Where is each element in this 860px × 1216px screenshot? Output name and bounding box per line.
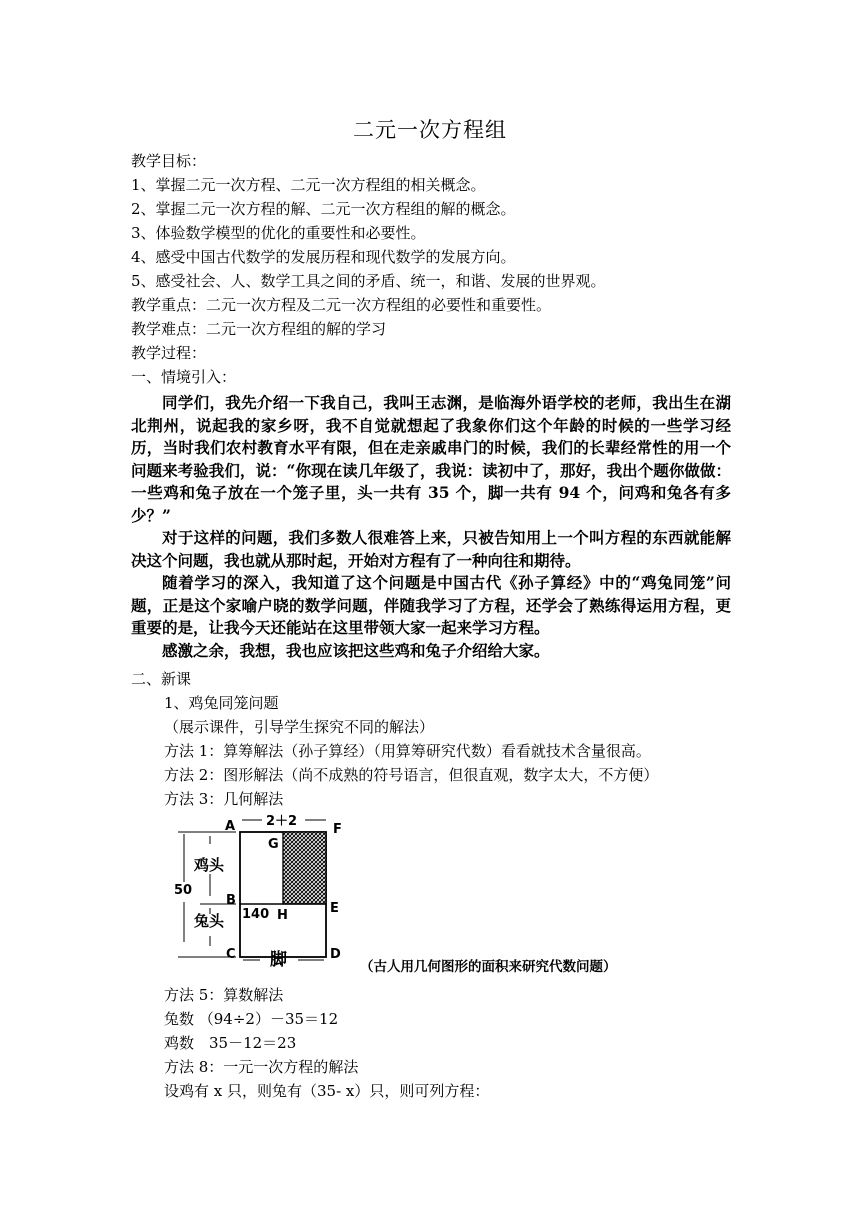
- bottom-feet-label: 脚: [270, 950, 287, 970]
- figure-caption: （古人用几何图形的面积来研究代数问题）: [360, 959, 617, 975]
- method-line: 方法 5：算数解法: [164, 986, 284, 1004]
- goal-item: 3、体验数学模型的优化的重要性和必要性。: [131, 224, 426, 242]
- goal-item: 2、掌握二元一次方程的解、二元一次方程组的解的概念。: [131, 200, 516, 218]
- point-c-label: C: [226, 947, 236, 962]
- page-title: 二元一次方程组: [353, 118, 507, 142]
- hatched-region: [283, 832, 326, 904]
- point-a-label: A: [225, 819, 236, 834]
- point-d-label: D: [330, 947, 341, 962]
- point-f-label: F: [333, 822, 342, 837]
- point-h-label: H: [277, 908, 288, 923]
- method-line: 方法 3：几何解法: [164, 790, 284, 808]
- intro-paragraph: 对于这样的问题，我们多数人很难答上来，只被告知用上一个叫方程的东西就能解决这个问题，我也就从那时起，开始对方程有了一种向往和期待。: [131, 528, 731, 570]
- goals-heading: 教学目标：: [131, 152, 207, 170]
- note-text: （展示课件，引导学生探究不同的解法）: [164, 718, 435, 736]
- method-line: 方法 2：图形解法（尚不成熟的符号语言，但很直观，数字太大，不方便）: [164, 766, 659, 784]
- calculation-line: 鸡数 35－12＝23: [164, 1034, 297, 1052]
- area-label: 140: [242, 907, 270, 922]
- intro-text: [131, 392, 731, 662]
- equation-setup: 设鸡有 x 只，则兔有（35- x）只，则可列方程：: [164, 1082, 490, 1100]
- key-point: 教学重点：二元一次方程及二元一次方程组的必要性和重要性。: [131, 296, 552, 314]
- left-value-label: 50: [174, 883, 193, 898]
- goal-item: 4、感受中国古代数学的发展历程和现代数学的发展方向。: [131, 248, 516, 266]
- rabbit-head-label: 兔头: [194, 912, 225, 930]
- calculation-line: 兔数 （94÷2）－35＝12: [164, 1010, 339, 1028]
- process-heading: 教学过程：: [131, 344, 207, 362]
- goal-item: 5、感受社会、人、数学工具之间的矛盾、统一，和谐、发展的世界观。: [131, 272, 606, 290]
- goal-item: 1、掌握二元一次方程、二元一次方程组的相关概念。: [131, 176, 486, 194]
- top-dimension-label: 2＋2: [266, 814, 298, 829]
- intro-paragraph: 同学们，我先介绍一下我自己，我叫王志渊，是临海外语学校的老师，我出生在湖北荆州，说起我的家乡呀，我不自觉就想起了我象你们这个年龄的时候的一些学习经历，当时我们农村教育水平有限，但在走亲戚串门的时候，我们的长辈经常性的用一个问题来考验我们，说：“你现在读几年级了，我说：读初中了，那好，我出个题你做做：一些鸡和兔子放在一个笼子里，头一共有 35 个，脚一共有 94 个，问鸡和兔各有多少？”: [131, 393, 731, 525]
- point-e-label: E: [330, 901, 339, 916]
- section-heading: 二、新课: [131, 670, 192, 688]
- method-line: 方法 1：算筹解法（孙子算经）（用算筹研究代数）看看就技术含量很高。: [164, 742, 651, 760]
- subsection-heading: 1、鸡兔同笼问题: [164, 694, 279, 712]
- section-heading: 一、情境引入：: [131, 368, 237, 386]
- difficulty: 教学难点：二元一次方程组的解的学习: [131, 320, 387, 338]
- point-b-label: B: [226, 893, 236, 908]
- point-g-label: G: [268, 837, 279, 852]
- intro-paragraph: 感激之余，我想，我也应该把这些鸡和兔子介绍给大家。: [162, 640, 550, 660]
- method-line: 方法 8：一元一次方程的解法: [164, 1058, 359, 1076]
- intro-paragraph: 随着学习的深入，我知道了这个问题是中国古代《孙子算经》中的“鸡兔同笼”问题，正是这个家喻户晓的数学问题，伴随我学习了方程，还学会了熟练得运用方程，更重要的是，让我今天还能站在这里带领大家一起来学习方程。: [131, 573, 731, 637]
- geometry-figure: [170, 812, 370, 972]
- chicken-head-label: 鸡头: [194, 856, 225, 874]
